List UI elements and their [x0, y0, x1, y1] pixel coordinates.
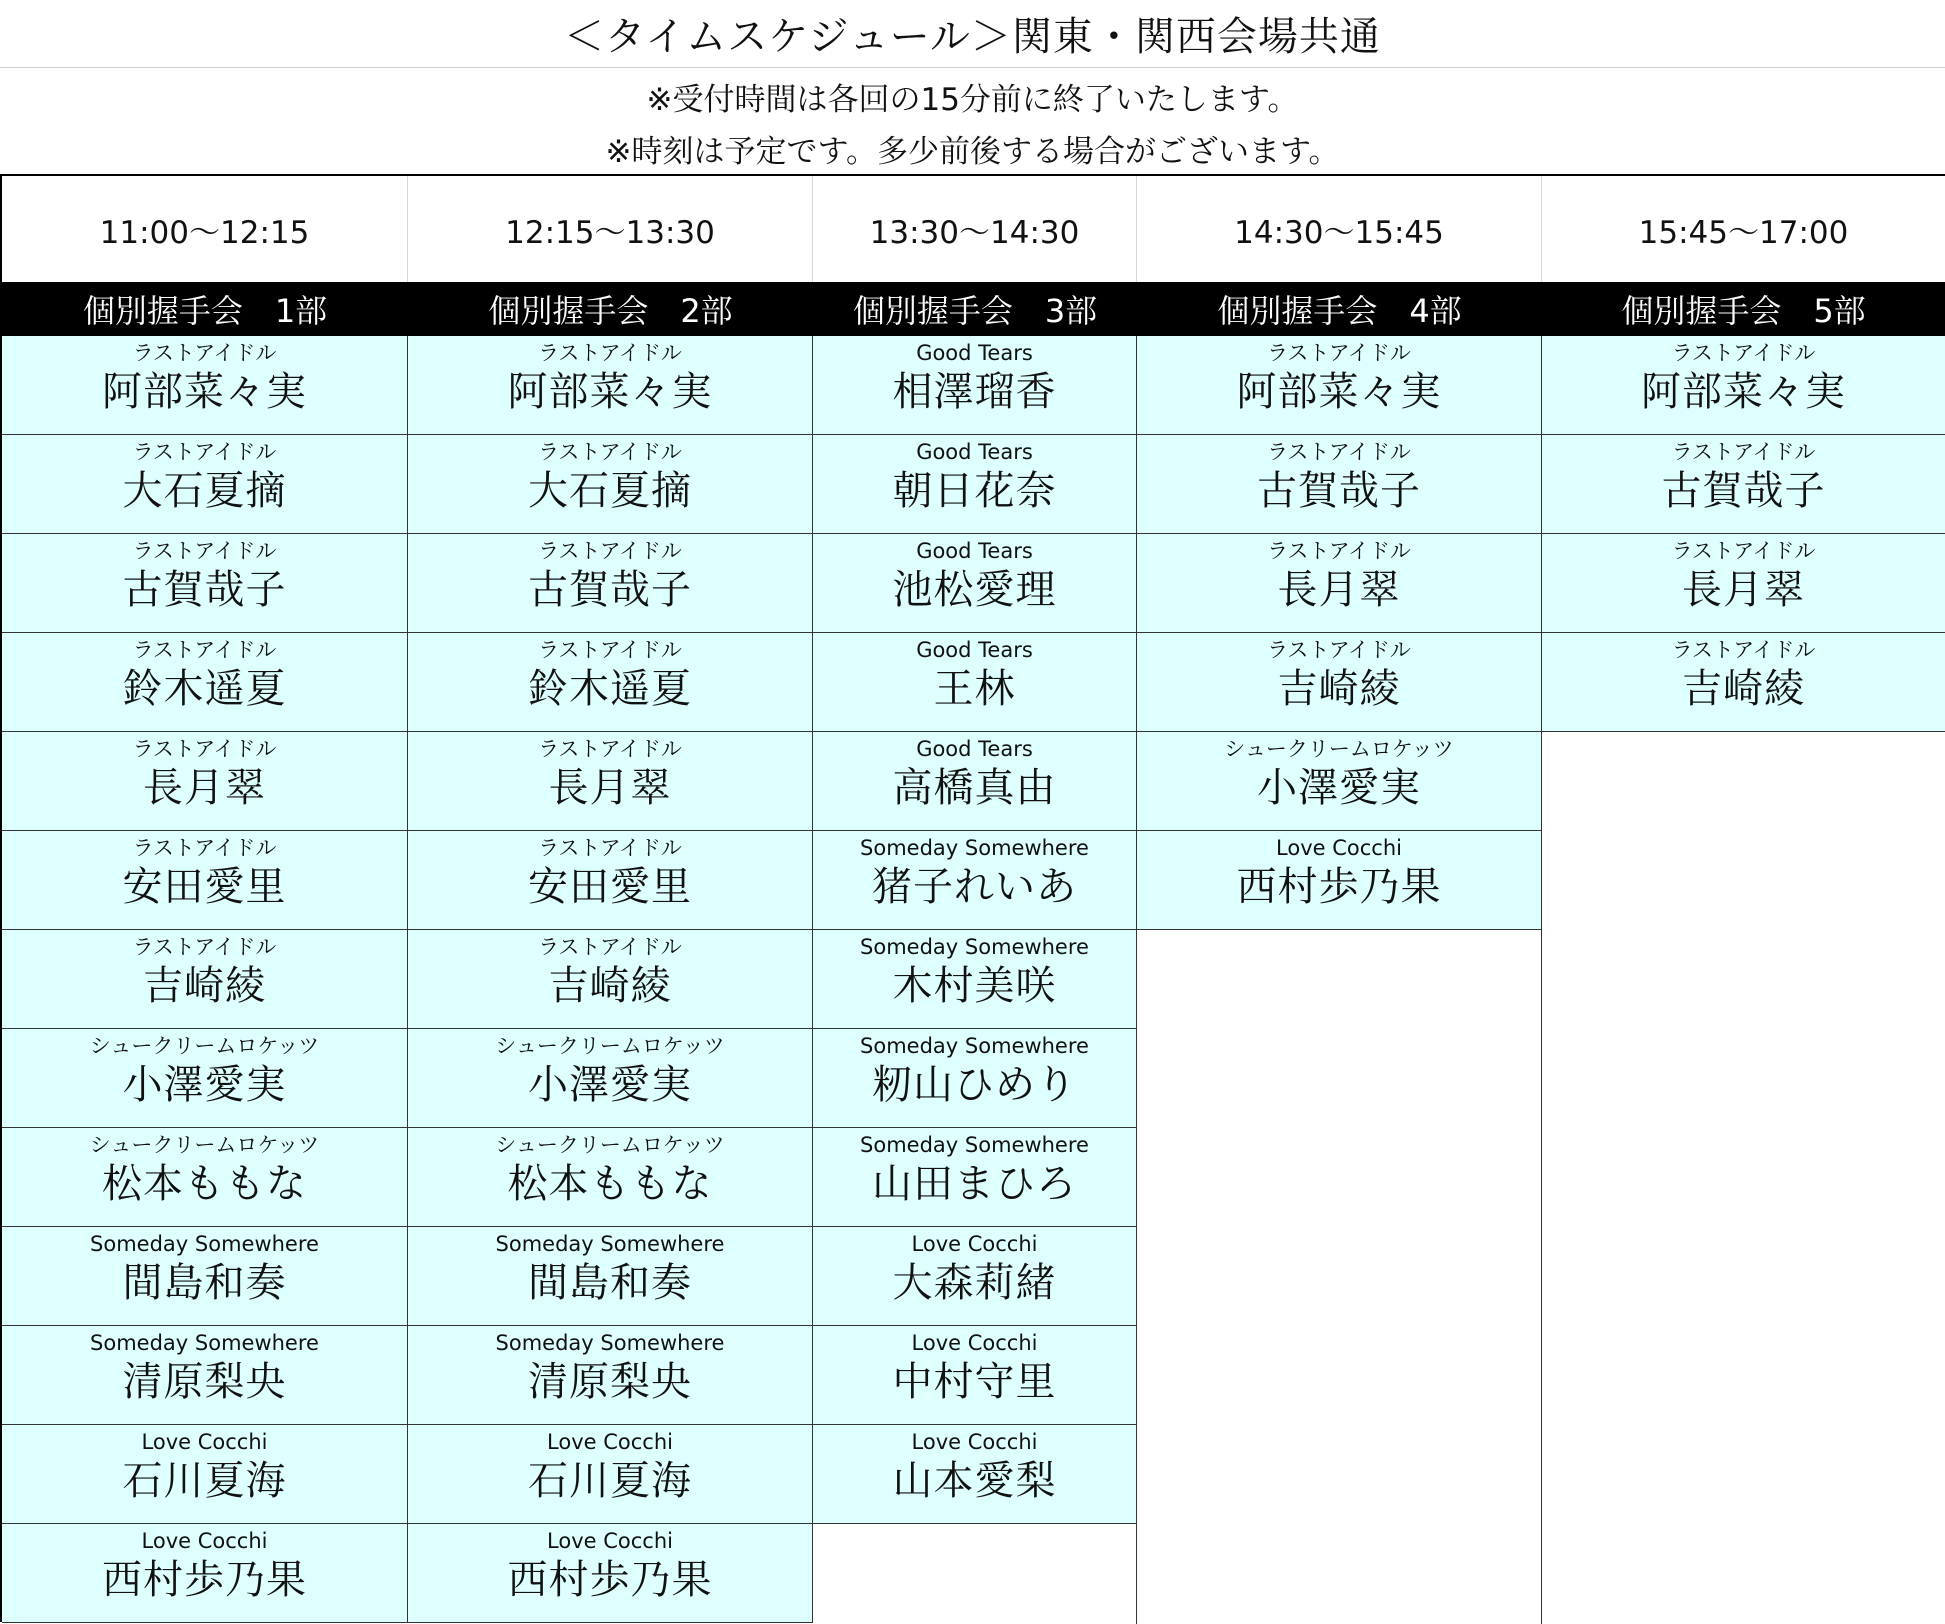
member-name: 小澤愛実 [122, 1062, 287, 1108]
member-cell [2, 435, 408, 534]
member-name: 松本ももな [102, 1161, 307, 1207]
member-name: 間島和奏 [528, 1260, 692, 1306]
member-name: 籾山ひめり [872, 1062, 1077, 1108]
group-name: Someday Somewhere [495, 1232, 725, 1256]
member-cell [1542, 336, 1945, 435]
member-cell [1137, 435, 1542, 534]
member-cell [2, 1326, 408, 1425]
member-cell [2, 534, 408, 633]
time-slot: 12:15～13:30 [408, 176, 813, 282]
group-name: Good Tears [916, 539, 1033, 563]
member-name: 阿部菜々実 [507, 369, 713, 415]
member-name: 高橋真由 [892, 765, 1057, 811]
member-name: 古賀哉子 [1661, 468, 1826, 514]
member-cell [813, 534, 1137, 633]
member-name: 清原梨央 [528, 1359, 692, 1405]
group-name: Love Cocchi [141, 1529, 268, 1553]
member-name: 山田まひろ [872, 1161, 1077, 1207]
group-name: ラストアイドル [132, 638, 277, 662]
group-name: Good Tears [916, 341, 1033, 365]
member-name: 大石夏摘 [122, 468, 287, 514]
member-cell [2, 831, 408, 930]
member-cell [813, 435, 1137, 534]
member-name: 西村歩乃果 [507, 1557, 713, 1603]
schedule-column [408, 176, 813, 1624]
member-name: 阿部菜々実 [1641, 369, 1846, 415]
group-name: ラストアイドル [538, 440, 682, 464]
member-cell [408, 1227, 813, 1326]
member-name: 大森莉緒 [892, 1260, 1057, 1306]
member-name: 猪子れいあ [872, 864, 1077, 910]
member-list [2, 336, 408, 1624]
member-name: 阿部菜々実 [102, 369, 307, 415]
member-cell [2, 1128, 408, 1227]
group-name: Good Tears [916, 638, 1033, 662]
member-name: 小澤愛実 [1257, 765, 1421, 811]
member-cell [813, 1425, 1137, 1524]
member-cell [2, 930, 408, 1029]
empty-area [1137, 930, 1542, 1624]
member-list [1137, 336, 1542, 1624]
member-name: 鈴木遥夏 [122, 666, 287, 712]
member-cell [1137, 336, 1542, 435]
empty-area [1542, 732, 1945, 1624]
group-name: ラストアイドル [132, 539, 277, 563]
group-name: Someday Somewhere [90, 1331, 319, 1355]
session-header: 個別握手会 3部 [813, 282, 1137, 336]
group-name: Love Cocchi [911, 1331, 1038, 1355]
member-cell [408, 633, 813, 732]
group-name: Good Tears [916, 737, 1033, 761]
member-name: 古賀哉子 [122, 567, 287, 613]
group-name: Love Cocchi [547, 1430, 673, 1454]
member-cell [2, 732, 408, 831]
member-cell [1137, 534, 1542, 633]
time-slot: 11:00～12:15 [2, 176, 408, 282]
member-cell [1542, 633, 1945, 732]
member-name: 池松愛理 [892, 567, 1057, 613]
group-name: ラストアイドル [132, 341, 277, 365]
member-name: 石川夏海 [528, 1458, 692, 1504]
group-name: ラストアイドル [1671, 440, 1816, 464]
member-name: 清原梨央 [122, 1359, 287, 1405]
member-cell [408, 534, 813, 633]
member-cell [2, 1524, 408, 1623]
member-list [813, 336, 1137, 1624]
session-header: 個別握手会 1部 [2, 282, 408, 336]
member-name: 長月翠 [1277, 567, 1401, 613]
member-name: 朝日花奈 [892, 468, 1057, 514]
member-name: 鈴木遥夏 [528, 666, 692, 712]
group-name: Love Cocchi [911, 1232, 1038, 1256]
member-name: 西村歩乃果 [102, 1557, 307, 1603]
group-name: ラストアイドル [1267, 638, 1411, 662]
member-cell [813, 633, 1137, 732]
group-name: ラストアイドル [538, 341, 682, 365]
member-cell [813, 1029, 1137, 1128]
member-cell [2, 1227, 408, 1326]
note-reception: ※受付時間は各回の15分前に終了いたします。 [646, 81, 1299, 118]
group-name: ラストアイドル [1267, 341, 1411, 365]
group-name: ラストアイドル [1671, 341, 1816, 365]
member-name: 石川夏海 [122, 1458, 287, 1504]
schedule-column [1137, 176, 1542, 1624]
group-name: Love Cocchi [911, 1430, 1038, 1454]
page-title: ＜タイムスケジュール＞関東・関西会場共通 [0, 0, 1945, 68]
member-cell [408, 1029, 813, 1128]
group-name: ラストアイドル [538, 836, 682, 860]
member-cell [408, 435, 813, 534]
group-name: Love Cocchi [547, 1529, 673, 1553]
group-name: ラストアイドル [132, 836, 277, 860]
member-cell [408, 732, 813, 831]
member-cell [813, 732, 1137, 831]
schedule-column [2, 176, 408, 1624]
member-cell [813, 1227, 1137, 1326]
member-cell [408, 336, 813, 435]
empty-area [813, 1524, 1137, 1624]
group-name: ラストアイドル [538, 935, 682, 959]
member-cell [813, 831, 1137, 930]
member-cell [408, 831, 813, 930]
member-name: 阿部菜々実 [1236, 369, 1442, 415]
member-cell [2, 1029, 408, 1128]
member-name: 大石夏摘 [528, 468, 692, 514]
member-cell [408, 1524, 813, 1623]
member-cell [1137, 633, 1542, 732]
group-name: Someday Somewhere [860, 1034, 1089, 1058]
member-name: 相澤瑠香 [892, 369, 1057, 415]
member-name: 吉崎綾 [143, 963, 266, 1009]
member-name: 長月翠 [1682, 567, 1805, 613]
time-slot: 15:45～17:00 [1542, 176, 1945, 282]
member-cell [408, 1128, 813, 1227]
group-name: Good Tears [916, 440, 1033, 464]
group-name: Someday Somewhere [860, 935, 1089, 959]
group-name: Someday Somewhere [860, 1133, 1089, 1157]
member-cell [1137, 732, 1542, 831]
note-schedule: ※時刻は予定です。多少前後する場合がございます。 [605, 133, 1340, 170]
time-slot: 14:30～15:45 [1137, 176, 1542, 282]
group-name: ラストアイドル [538, 737, 682, 761]
group-name: ラストアイドル [538, 539, 682, 563]
member-name: 小澤愛実 [528, 1062, 692, 1108]
member-name: 古賀哉子 [528, 567, 692, 613]
member-cell [2, 336, 408, 435]
member-name: 吉崎綾 [1277, 666, 1401, 712]
group-name: ラストアイドル [132, 935, 277, 959]
group-name: ラストアイドル [1267, 440, 1411, 464]
member-name: 山本愛梨 [892, 1458, 1057, 1504]
member-name: 間島和奏 [122, 1260, 287, 1306]
member-name: 古賀哉子 [1257, 468, 1421, 514]
group-name: ラストアイドル [132, 737, 277, 761]
group-name: ラストアイドル [538, 638, 682, 662]
group-name: シュークリームロケッツ [1224, 737, 1454, 761]
schedule-column [1542, 176, 1945, 1624]
member-name: 安田愛里 [528, 864, 692, 910]
group-name: シュークリームロケッツ [89, 1034, 320, 1058]
group-name: Love Cocchi [141, 1430, 268, 1454]
member-cell [408, 1425, 813, 1524]
member-name: 長月翠 [143, 765, 266, 811]
member-name: 吉崎綾 [1682, 666, 1805, 712]
member-name: 安田愛里 [122, 864, 287, 910]
group-name: Someday Somewhere [90, 1232, 319, 1256]
member-cell [813, 1128, 1137, 1227]
session-header: 個別握手会 5部 [1542, 282, 1945, 336]
schedule-column [813, 176, 1137, 1624]
member-list [1542, 336, 1945, 1624]
member-name: 王林 [933, 666, 1016, 712]
member-name: 西村歩乃果 [1236, 864, 1442, 910]
member-cell [2, 1425, 408, 1524]
member-cell [813, 930, 1137, 1029]
member-name: 木村美咲 [892, 963, 1057, 1009]
session-header: 個別握手会 2部 [408, 282, 813, 336]
group-name: シュークリームロケッツ [495, 1133, 725, 1157]
member-name: 長月翠 [548, 765, 672, 811]
member-cell [2, 633, 408, 732]
group-name: シュークリームロケッツ [89, 1133, 320, 1157]
member-cell [813, 336, 1137, 435]
member-name: 吉崎綾 [548, 963, 672, 1009]
group-name: ラストアイドル [132, 440, 277, 464]
group-name: シュークリームロケッツ [495, 1034, 725, 1058]
group-name: ラストアイドル [1671, 638, 1816, 662]
group-name: Someday Somewhere [860, 836, 1089, 860]
member-name: 中村守里 [892, 1359, 1057, 1405]
group-name: ラストアイドル [1671, 539, 1816, 563]
member-cell [1542, 534, 1945, 633]
group-name: ラストアイドル [1267, 539, 1411, 563]
member-cell [813, 1326, 1137, 1425]
member-cell [408, 930, 813, 1029]
group-name: Love Cocchi [1276, 836, 1402, 860]
member-list [408, 336, 813, 1624]
member-cell [408, 1326, 813, 1425]
member-name: 松本ももな [507, 1161, 713, 1207]
session-header: 個別握手会 4部 [1137, 282, 1542, 336]
member-cell [1137, 831, 1542, 930]
member-cell [1542, 435, 1945, 534]
schedule-table [0, 174, 1945, 1622]
group-name: Someday Somewhere [495, 1331, 725, 1355]
time-slot: 13:30～14:30 [813, 176, 1137, 282]
